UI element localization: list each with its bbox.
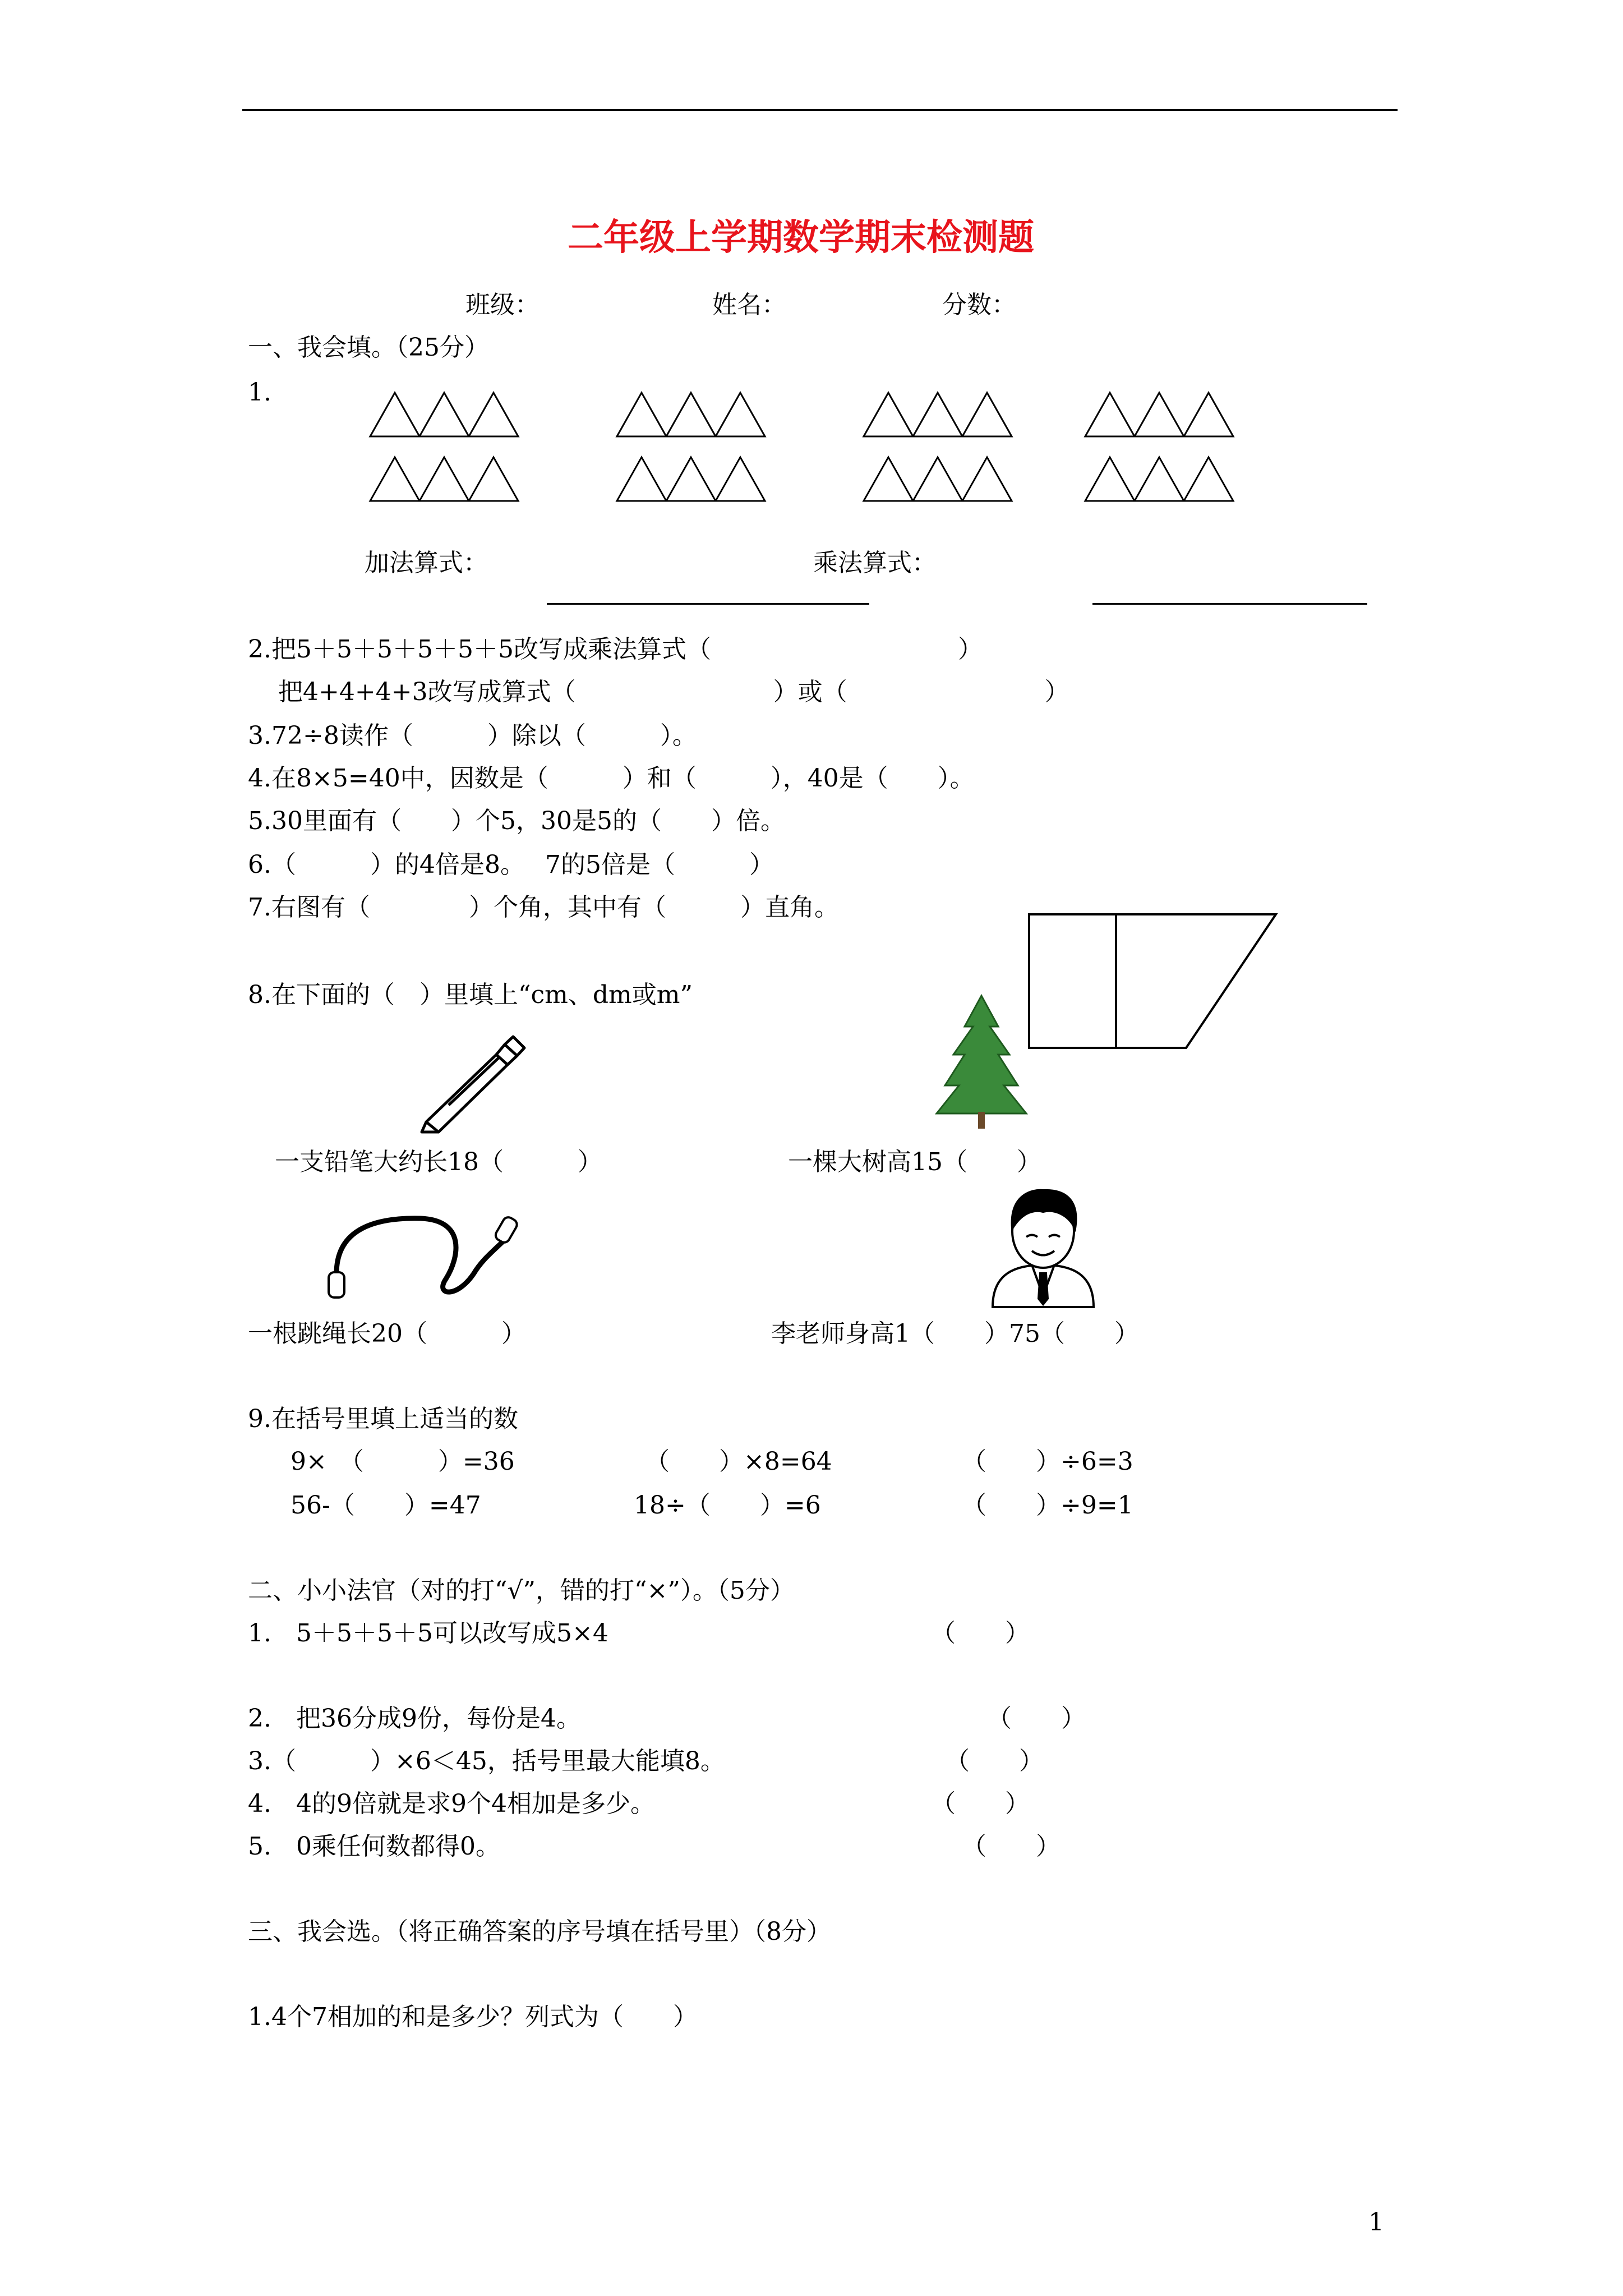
q8-tree: 一棵大树高15（ ） bbox=[788, 1148, 1041, 1176]
q9-item: 9× （ ）=36 bbox=[291, 1447, 515, 1476]
triangle-shape bbox=[962, 457, 1012, 501]
triangle-shape bbox=[370, 393, 419, 436]
q9-heading: 9.在括号里填上适当的数 bbox=[248, 1405, 518, 1433]
class-field-label: 班级： bbox=[465, 291, 540, 319]
q1-number: 1. bbox=[248, 378, 271, 407]
q3: 3.72÷8读作（ ）除以（ ）。 bbox=[248, 721, 697, 750]
score-field-label: 分数： bbox=[942, 291, 1016, 319]
judge-item-text: 2. 把36分成9份，每份是4。 bbox=[248, 1704, 581, 1733]
addition-answer-line[interactable] bbox=[547, 603, 869, 605]
q7: 7.右图有（ ）个角，其中有（ ）直角。 bbox=[248, 893, 839, 922]
judge-item-paren[interactable]: （ ） bbox=[962, 1832, 1061, 1861]
triangle-shape bbox=[913, 393, 962, 436]
page-title: 二年级上学期数学期末检测题 bbox=[568, 217, 1034, 259]
q8-heading: 8.在下面的（ ）里填上“cm、dm或m” bbox=[248, 981, 693, 1009]
triangle-shape bbox=[913, 457, 962, 501]
section2-heading: 二、小小法官（对的打“√”，错的打“×”）。（5分） bbox=[248, 1576, 795, 1605]
q6: 6.（ ）的4倍是8。 7的5倍是（ ） bbox=[248, 850, 774, 879]
teacher-avatar-icon bbox=[987, 1184, 1099, 1310]
q4: 4.在8×5=40中，因数是（ ）和（ ），40是（ ）。 bbox=[248, 764, 975, 793]
triangle-shape bbox=[469, 457, 518, 501]
triangle-shape bbox=[666, 457, 716, 501]
triangle-shape bbox=[1085, 393, 1135, 436]
judge-item-text: 5. 0乘任何数都得0。 bbox=[248, 1832, 500, 1861]
tree-icon bbox=[931, 993, 1032, 1133]
q8-pencil: 一支铅笔大约长18（ ） bbox=[275, 1148, 602, 1176]
triangle-shape bbox=[419, 393, 469, 436]
page-number: 1 bbox=[1368, 2208, 1384, 2237]
judge-item-paren[interactable]: （ ） bbox=[931, 1619, 1030, 1648]
judge-item-text: 1. 5＋5＋5＋5可以改写成5×4 bbox=[248, 1619, 608, 1648]
jump-rope-icon bbox=[314, 1206, 527, 1301]
q8-rope: 一根跳绳长20（ ） bbox=[248, 1319, 526, 1348]
section3-q1: 1.4个7相加的和是多少？列式为（ ） bbox=[248, 2003, 698, 2031]
triangle-groups bbox=[0, 0, 1623, 505]
q8-teacher: 李老师身高1（ ）75（ ） bbox=[771, 1319, 1139, 1348]
q2-line1: 2.把5＋5＋5＋5＋5＋5改写成乘法算式（ ） bbox=[248, 635, 983, 664]
name-field-label: 姓名： bbox=[712, 291, 786, 319]
judge-item-text: 3.（ ）×6＜45，括号里最大能填8。 bbox=[248, 1747, 725, 1775]
triangle-shape bbox=[1184, 457, 1233, 501]
q5: 5.30里面有（ ）个5，30是5的（ ）倍。 bbox=[248, 807, 785, 835]
pencil-icon bbox=[415, 1032, 527, 1133]
multiplication-answer-line[interactable] bbox=[1092, 603, 1367, 605]
q9-item: 18÷（ ）=6 bbox=[634, 1491, 821, 1520]
triangle-shape bbox=[716, 457, 765, 501]
angle-figure bbox=[1026, 909, 1284, 1055]
judge-item-paren[interactable]: （ ） bbox=[931, 1789, 1030, 1818]
judge-item-paren[interactable]: （ ） bbox=[987, 1704, 1086, 1733]
triangle-shape bbox=[419, 457, 469, 501]
triangle-shape bbox=[864, 457, 913, 501]
triangle-shape bbox=[1135, 457, 1184, 501]
triangle-shape bbox=[864, 393, 913, 436]
triangle-shape bbox=[617, 457, 666, 501]
triangle-shape bbox=[617, 393, 666, 436]
triangle-shape bbox=[1184, 393, 1233, 436]
triangle-shape bbox=[370, 457, 419, 501]
q9-item: 56-（ ）=47 bbox=[291, 1491, 481, 1520]
q9-item: （ ）×8=64 bbox=[645, 1447, 832, 1476]
triangle-shape bbox=[469, 393, 518, 436]
q2-line2: 把4+4+4+3改写成算式（ ）或（ ） bbox=[278, 678, 1069, 706]
triangle-shape bbox=[1135, 393, 1184, 436]
q9-item: （ ）÷6=3 bbox=[962, 1447, 1133, 1476]
section3-heading: 三、我会选。（将正确答案的序号填在括号里）（8分） bbox=[248, 1917, 831, 1946]
triangle-shape bbox=[962, 393, 1012, 436]
judge-item-text: 4. 4的9倍就是求9个4相加是多少。 bbox=[248, 1789, 655, 1818]
section1-heading: 一、我会填。（25分） bbox=[248, 333, 489, 362]
triangle-shape bbox=[666, 393, 716, 436]
q9-item: （ ）÷9=1 bbox=[962, 1491, 1133, 1520]
triangle-shape bbox=[716, 393, 765, 436]
addition-formula-label: 加法算式： bbox=[365, 549, 488, 577]
judge-item-paren[interactable]: （ ） bbox=[945, 1747, 1044, 1775]
multiplication-formula-label: 乘法算式： bbox=[813, 549, 937, 577]
triangle-shape bbox=[1085, 457, 1135, 501]
